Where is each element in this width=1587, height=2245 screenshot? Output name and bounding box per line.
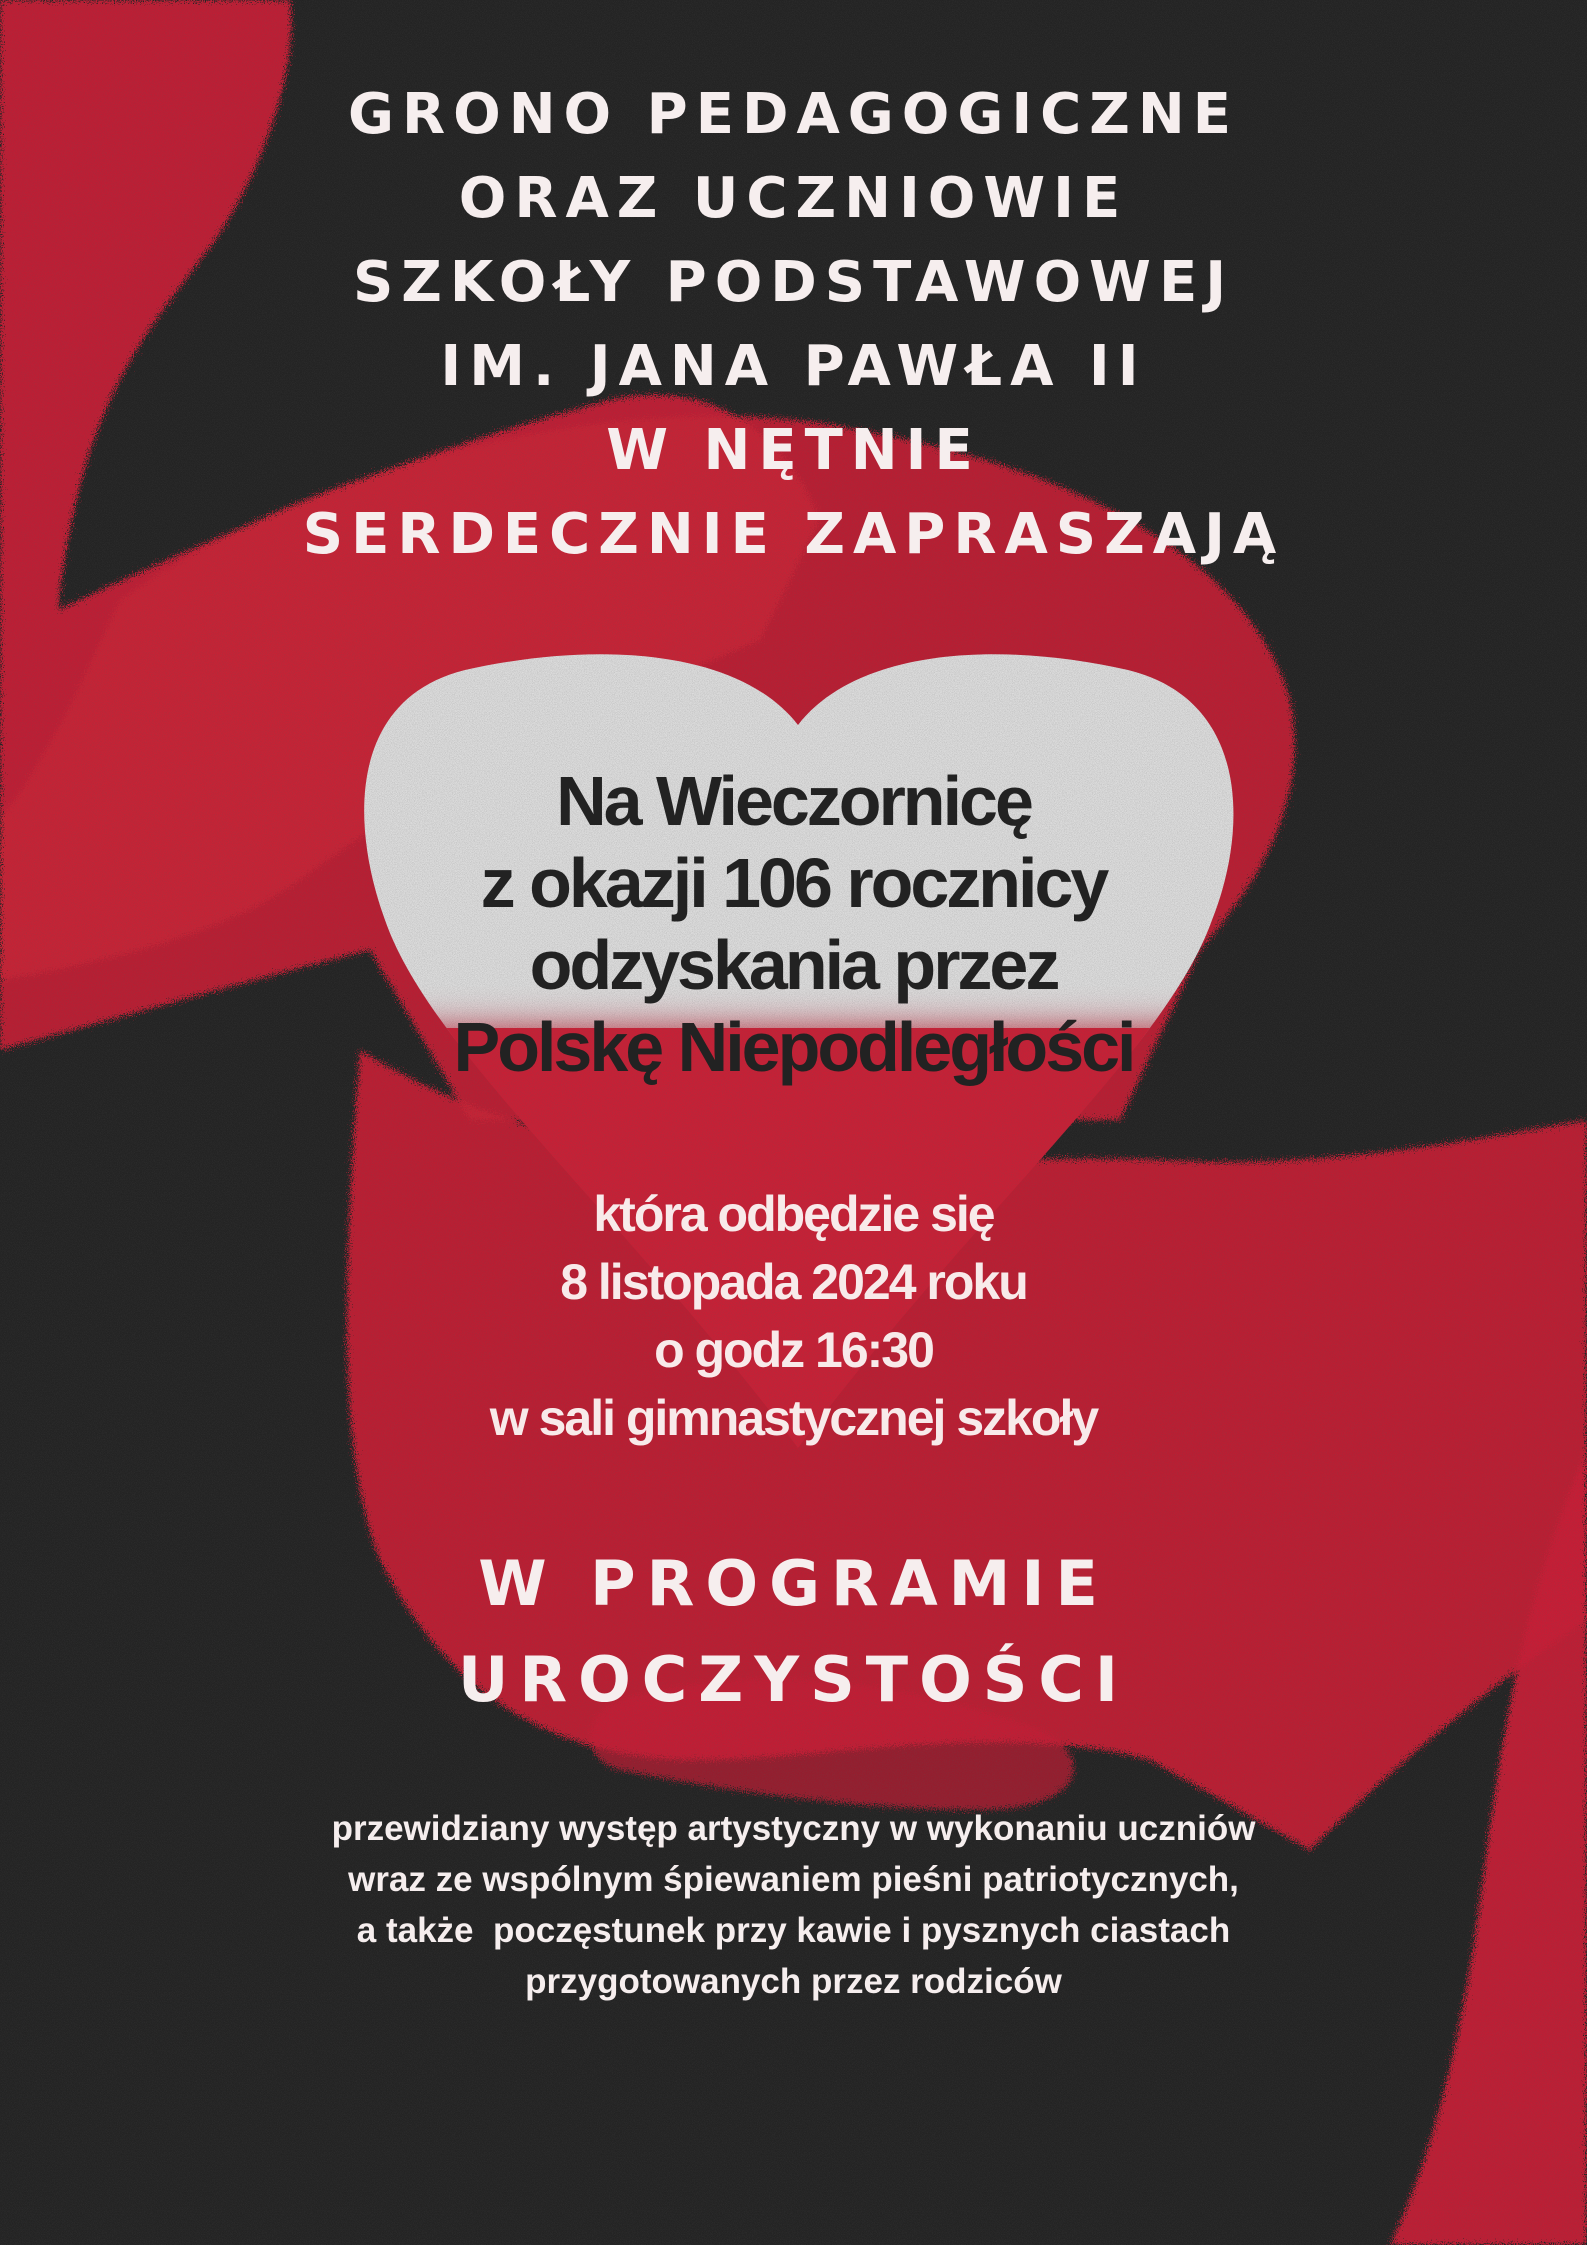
event-title-line-4: Polskę Niepodległości [453,1008,1134,1086]
program-heading-line-1: W PROGRAMIE [478,1547,1109,1620]
event-title [0,760,1587,1088]
header-line-3: SZKOŁY PODSTAWOWEJ [352,250,1235,315]
program-heading [0,1536,1587,1728]
program-desc-line-3: a także poczęstunek przy kawie i pysznych ciastach [356,1911,1231,1950]
program-desc-line-2: wraz ze wspólnym śpiewaniem pieśni patriotycznych, [348,1860,1239,1899]
program-heading-line-2: UROCZYSTOŚCI [457,1643,1130,1716]
event-location: w sali gimnastycznej szkoły [489,1390,1098,1446]
event-title-line-3: odzyskania przez [529,926,1058,1004]
event-intro: która odbędzie się [593,1186,994,1242]
program-desc-line-4: przygotowanych przez rodziców [525,1962,1062,2001]
header-line-2: ORAZ UCZNIOWIE [458,166,1129,231]
event-title-line-1: Na Wieczornicę [556,762,1031,840]
header-line-1: GRONO PEDAGOGICZNE [348,82,1239,147]
header-line-4: IM. JANA PAWŁA II [440,334,1147,399]
header-title [0,73,1587,577]
event-date: 8 listopada 2024 roku [560,1254,1027,1310]
header-line-6: SERDECZNIE ZAPRASZAJĄ [302,502,1285,567]
event-title-line-2: z okazji 106 rocznicy [480,844,1107,922]
header-line-5: W NĘTNIE [606,418,981,483]
event-time: o godz 16:30 [654,1322,933,1378]
program-description [0,1803,1587,2007]
event-details [0,1180,1587,1452]
program-desc-line-1: przewidziany występ artystyczny w wykonaniu uczniów [331,1809,1256,1848]
